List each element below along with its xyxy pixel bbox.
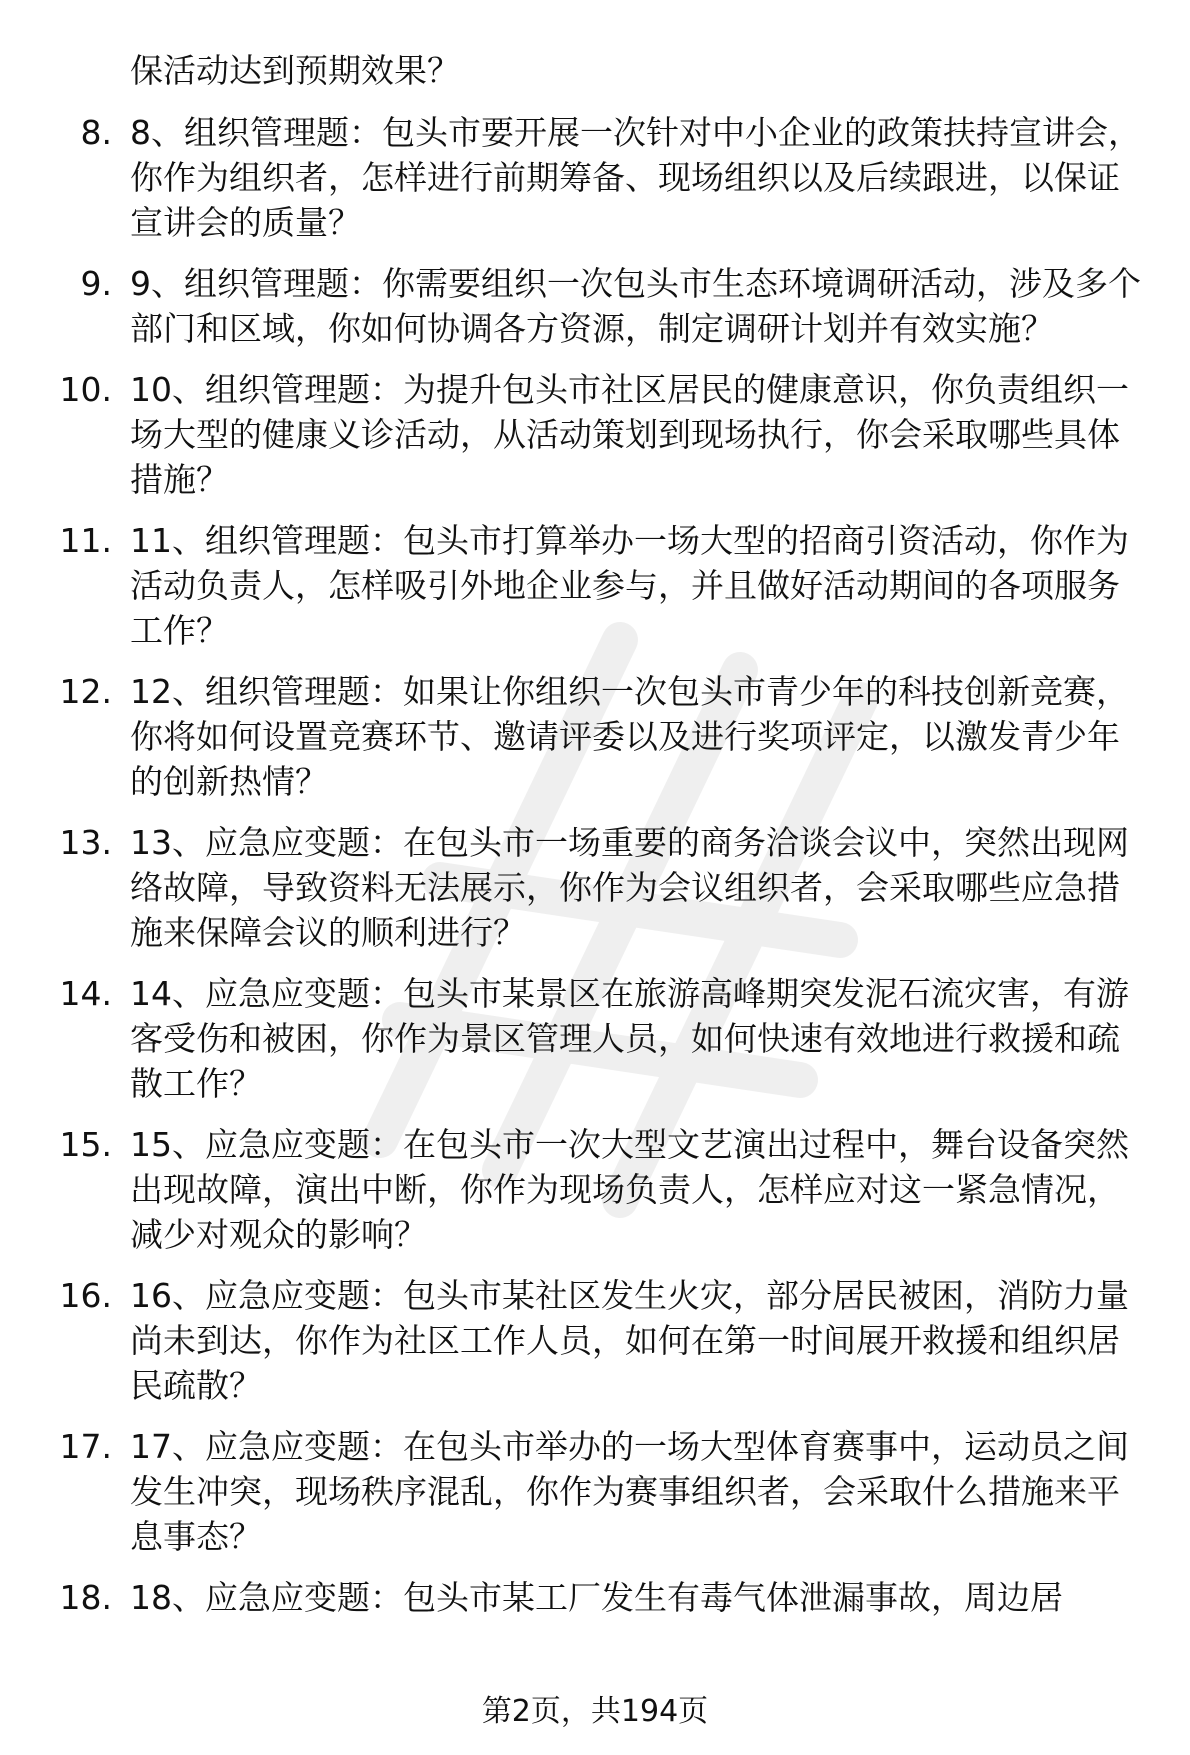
list-item [0, 261, 1190, 351]
question-text: 13、应急应变题：在包头市一场重要的商务洽谈会议中，突然出现网络故障，导致资料无法展示，你作为会议组织者，会采取哪些应急措施来保障会议的顺利进行？ [130, 823, 1129, 952]
list-item [0, 518, 1190, 653]
page-number-footer: 第2页，共194页 [481, 1694, 709, 1729]
question-text: 11、组织管理题：包头市打算举办一场大型的招商引资活动，你作为活动负责人，怎样吸引外地企业参与，并且做好活动期间的各项服务工作？ [130, 521, 1129, 650]
list-item [0, 971, 1190, 1106]
question-text: 12、组织管理题：如果让你组织一次包头市青少年的科技创新竞赛，你将如何设置竞赛环节、邀请评委以及进行奖项评定，以激发青少年的创新热情？ [130, 672, 1129, 801]
question-text: 8、组织管理题：包头市要开展一次针对中小企业的政策扶持宣讲会，你作为组织者，怎样进行前期筹备、现场组织以及后续跟进，以保证宣讲会的质量？ [130, 113, 1141, 242]
continued-question-text: 保活动达到预期效果？ [130, 51, 460, 90]
list-item [0, 110, 1190, 245]
question-text: 18、应急应变题：包头市某工厂发生有毒气体泄漏事故，周边居 [130, 1578, 1063, 1617]
list-item [0, 669, 1190, 804]
question-text: 9、组织管理题：你需要组织一次包头市生态环境调研活动，涉及多个部门和区域，你如何协调各方资源，制定调研计划并有效实施？ [130, 264, 1141, 348]
question-text: 15、应急应变题：在包头市一次大型文艺演出过程中，舞台设备突然出现故障，演出中断，你作为现场负责人，怎样应对这一紧急情况，减少对观众的影响？ [130, 1125, 1129, 1254]
question-number: 14. [59, 974, 112, 1013]
question-number: 16. [59, 1276, 112, 1315]
question-list [0, 110, 1190, 1636]
question-number: 18. [59, 1578, 112, 1617]
question-text: 10、组织管理题：为提升包头市社区居民的健康意识，你负责组织一场大型的健康义诊活动，从活动策划到现场执行，你会采取哪些具体措施？ [130, 370, 1129, 499]
question-text: 17、应急应变题：在包头市举办的一场大型体育赛事中，运动员之间发生冲突，现场秩序混乱，你作为赛事组织者，会采取什么措施来平息事态？ [130, 1427, 1129, 1556]
question-number: 10. [59, 370, 112, 409]
question-number: 11. [59, 521, 112, 560]
list-item [0, 367, 1190, 502]
question-number: 15. [59, 1125, 112, 1164]
list-item [0, 1122, 1190, 1257]
question-number: 8. [80, 113, 112, 152]
question-number: 12. [59, 672, 112, 711]
list-item [0, 820, 1190, 955]
list-item [0, 1424, 1190, 1559]
question-text: 14、应急应变题：包头市某景区在旅游高峰期突发泥石流灾害，有游客受伤和被困，你作为景区管理人员，如何快速有效地进行救援和疏散工作？ [130, 974, 1129, 1103]
question-number: 17. [59, 1427, 112, 1466]
question-text: 16、应急应变题：包头市某社区发生火灾，部分居民被困，消防力量尚未到达，你作为社区工作人员，如何在第一时间展开救援和组织居民疏散？ [130, 1276, 1129, 1405]
question-number: 9. [80, 264, 112, 303]
list-item [0, 1273, 1190, 1408]
list-item [0, 1575, 1190, 1620]
question-number: 13. [59, 823, 112, 862]
